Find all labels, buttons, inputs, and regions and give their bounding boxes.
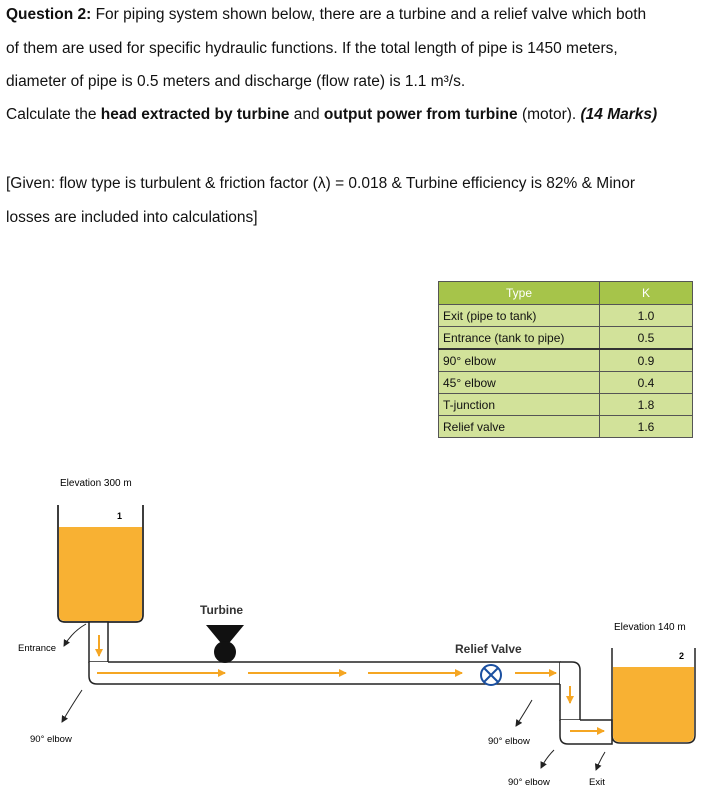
point-1-label: 1 bbox=[117, 511, 123, 521]
output-power: output power from turbine bbox=[323, 106, 518, 123]
elbow-mid-label: 90° elbow bbox=[488, 736, 530, 747]
marks: (14 Marks) bbox=[580, 106, 658, 123]
elbow-mid-arrow bbox=[516, 700, 532, 726]
turbine-icon bbox=[206, 625, 244, 663]
relief-valve-label: Relief Valve bbox=[455, 642, 522, 656]
elbow-bottom-label: 90° elbow bbox=[508, 777, 550, 788]
elbow-bottom-arrow bbox=[541, 750, 554, 768]
relief-valve-icon bbox=[481, 665, 501, 685]
turbine-label: Turbine bbox=[200, 603, 244, 617]
table-row: Relief valve 1.6 bbox=[439, 416, 693, 438]
question-line-4: Calculate the head extracted by turbine and output power from turbine (motor). (14 Marks) bbox=[6, 106, 658, 123]
elevation-1-label: Elevation 300 m bbox=[60, 478, 132, 489]
elbow-left-arrow bbox=[62, 690, 82, 722]
table-row: 90° elbow 0.9 bbox=[439, 349, 693, 372]
exit-arrow bbox=[596, 752, 605, 770]
elevation-2-label: Elevation 140 m bbox=[614, 622, 686, 633]
elbow-left-label: 90° elbow bbox=[30, 734, 72, 745]
header-k: K bbox=[600, 282, 693, 305]
entrance-arrow bbox=[64, 624, 86, 646]
tank-2 bbox=[612, 648, 695, 743]
header-type: Type bbox=[439, 282, 600, 305]
question-line-1: Question 2: For piping system shown below, there are a turbine and a relief valve which both bbox=[6, 6, 647, 23]
point-2-label: 2 bbox=[679, 651, 685, 661]
given-line-2: losses are included into calculations] bbox=[6, 209, 258, 226]
tank-1 bbox=[58, 505, 143, 622]
head-extracted: head extracted by turbine bbox=[100, 106, 290, 123]
exit-label: Exit bbox=[589, 777, 605, 788]
outlet-pipe-vertical bbox=[89, 622, 108, 662]
table-row: T-junction 1.8 bbox=[439, 394, 693, 416]
given-line-1: [Given: flow type is turbulent & friction factor (λ) = 0.018 & Turbine efficiency is 82% & Minor bbox=[6, 175, 636, 192]
table-row: 45° elbow 0.4 bbox=[439, 372, 693, 394]
question-number: Question 2: bbox=[6, 6, 92, 23]
question-line-3: diameter of pipe is 0.5 meters and discharge (flow rate) is 1.1 m³/s. bbox=[6, 73, 466, 90]
question-line-2: of them are used for specific hydraulic functions. If the total length of pipe is 1450 meters, bbox=[6, 40, 618, 57]
table-row: Entrance (tank to pipe) 0.5 bbox=[439, 327, 693, 350]
descending-pipe bbox=[560, 662, 612, 744]
table-row: Exit (pipe to tank) 1.0 bbox=[439, 305, 693, 327]
entrance-label: Entrance bbox=[18, 643, 57, 654]
